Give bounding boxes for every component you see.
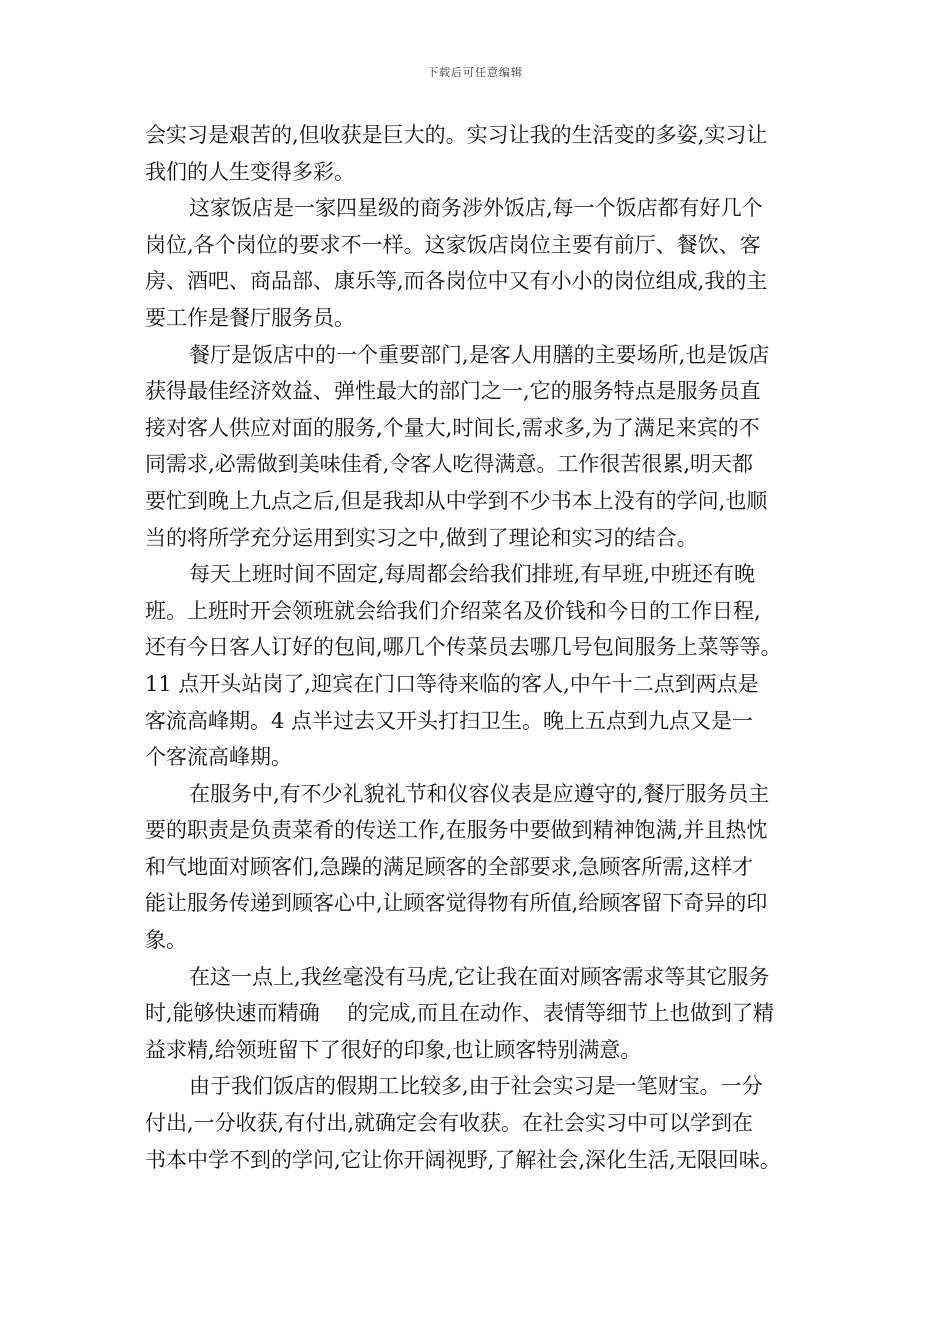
text-line: 11 点开头站岗了,迎宾在门口等待来临的客人,中午十二点到两点是 bbox=[145, 671, 759, 696]
text-line: 在这一点上,我丝毫没有马虎,它让我在面对顾客需求等其它服务 bbox=[189, 964, 770, 989]
text-line: 还有今日客人订好的包间,哪几个传菜员去哪几号包间服务上菜等等。 bbox=[145, 635, 782, 660]
text-line: 这家饭店是一家四星级的商务涉外饭店,每一个饭店都有好几个 bbox=[189, 196, 763, 221]
text-line: 要忙到晚上九点之后,但是我却从中学到不少书本上没有的学问,也顺 bbox=[145, 488, 768, 513]
text-line: 书本中学不到的学问,它让你开阔视野,了解社会,深化生活,无限回味。 bbox=[145, 1147, 781, 1172]
text-line: 餐厅是饭店中的一个重要部门,是客人用膳的主要场所,也是饭店 bbox=[189, 342, 770, 367]
text-line: 在服务中,有不少礼貌礼节和仪容仪表是应遵守的,餐厅服务员主 bbox=[189, 781, 770, 806]
text-line: 个客流高峰期。 bbox=[145, 745, 292, 770]
text-line: 要工作是餐厅服务员。 bbox=[145, 305, 355, 330]
text-line: 益求精,给领班留下了很好的印象,也让顾客特别满意。 bbox=[145, 1037, 642, 1062]
text-line: 岗位,各个岗位的要求不一样。这家饭店岗位主要有前厅、餐饮、客 bbox=[145, 232, 761, 257]
text-line: 和气地面对顾客们,急躁的满足顾客的全部要求,急顾客所需,这样才 bbox=[145, 854, 754, 879]
text-line: 会实习是艰苦的,但收获是巨大的。实习让我的生活变的多姿,实习让 bbox=[145, 123, 768, 147]
text-line: 班。上班时开会领班就会给我们介绍菜名及价钱和今日的工作日程, bbox=[145, 598, 761, 623]
text-line: 能让服务传递到顾客心中,让顾客觉得物有所值,给顾客留下奇异的印 bbox=[145, 891, 768, 916]
text-line: 时,能够快速而精确 的完成,而且在动作、表情等细节上也做到了精 bbox=[145, 1001, 775, 1026]
text-line: 房、酒吧、商品部、康乐等,而各岗位中又有小小的岗位组成,我的主 bbox=[145, 269, 768, 294]
text-line: 我们的人生变得多彩。 bbox=[145, 159, 355, 184]
text-line: 由于我们饭店的假期工比较多,由于社会实习是一笔财宝。一分 bbox=[189, 1074, 763, 1099]
text-line: 象。 bbox=[145, 928, 187, 953]
page-header: 下载后可任意编辑 bbox=[427, 66, 523, 79]
text-line: 客流高峰期。4 点半过去又开头打扫卫生。晚上五点到九点又是一 bbox=[145, 708, 754, 733]
document-body bbox=[145, 117, 825, 1178]
text-line: 同需求,必需做到美味佳肴,令客人吃得满意。工作很苦很累,明天都 bbox=[145, 452, 754, 477]
text-line: 当的将所学充分运用到实习之中,做到了理论和实习的结合。 bbox=[145, 525, 698, 550]
text-line: 接对客人供应对面的服务,个量大,时间长,需求多,为了满足来宾的不 bbox=[145, 415, 760, 440]
text-line: 要的职责是负责菜肴的传送工作,在服务中要做到精神饱满,并且热忱 bbox=[145, 818, 768, 843]
text-line: 获得最佳经济效益、弹性最大的部门之一,它的服务特点是服务员直 bbox=[145, 379, 761, 404]
text-line: 付出,一分收获,有付出,就确定会有收获。在社会实习中可以学到在 bbox=[145, 1111, 754, 1136]
text-line: 每天上班时间不固定,每周都会给我们排班,有早班,中班还有晚 bbox=[189, 562, 756, 587]
